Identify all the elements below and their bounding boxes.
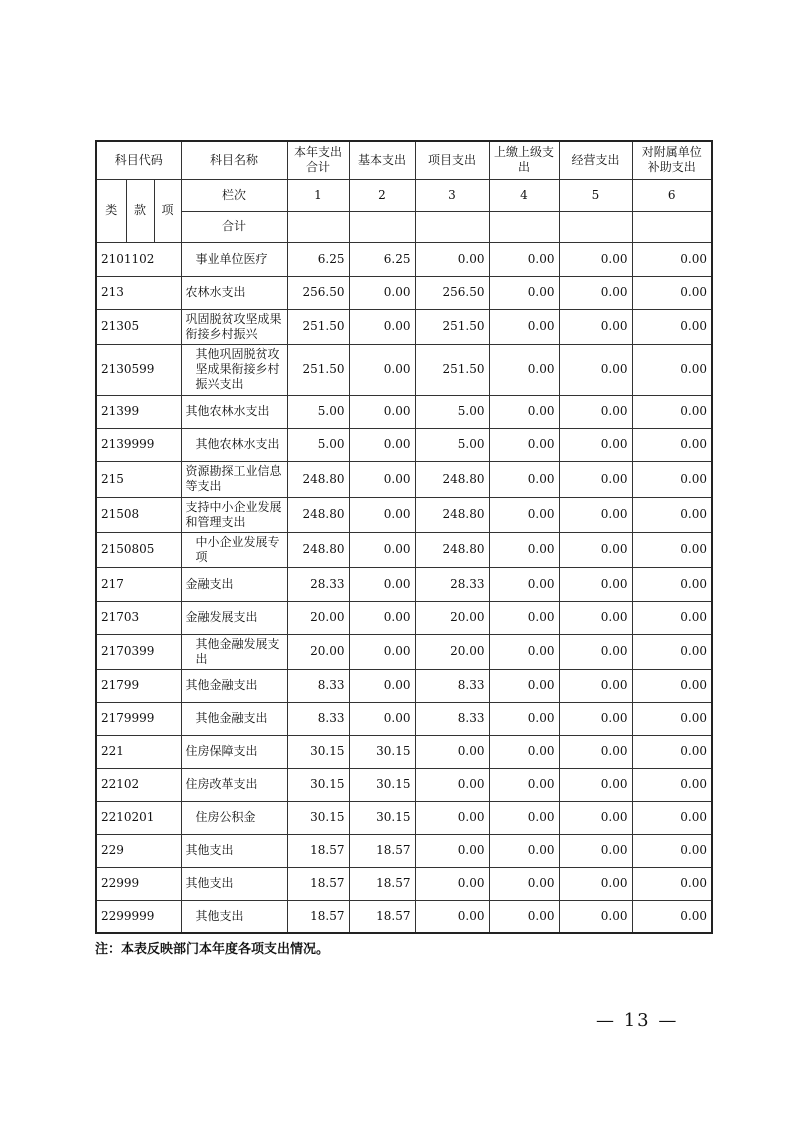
subject-code: 22102 bbox=[96, 768, 181, 801]
operating-value: 0.00 bbox=[559, 497, 632, 532]
basic-value: 0.00 bbox=[349, 497, 415, 532]
table-row bbox=[96, 276, 712, 309]
subject-name: 其他支出 bbox=[181, 834, 287, 867]
project-value: 251.50 bbox=[415, 309, 489, 344]
project-value: 0.00 bbox=[415, 867, 489, 900]
total-value: 30.15 bbox=[287, 735, 349, 768]
header-row bbox=[96, 141, 712, 179]
subject-code: 21508 bbox=[96, 497, 181, 532]
subject-name: 中小企业发展专项 bbox=[181, 532, 287, 567]
project-value: 20.00 bbox=[415, 634, 489, 669]
subject-name: 住房公积金 bbox=[181, 801, 287, 834]
project-value: 20.00 bbox=[415, 601, 489, 634]
total-value: 18.57 bbox=[287, 834, 349, 867]
header-basic: 基本支出 bbox=[349, 141, 415, 179]
total-cell bbox=[349, 211, 415, 242]
subject-code: 2299999 bbox=[96, 900, 181, 933]
subsidiary-value: 0.00 bbox=[632, 344, 712, 395]
table-row bbox=[96, 309, 712, 344]
total-value: 20.00 bbox=[287, 634, 349, 669]
remit-superior-value: 0.00 bbox=[489, 567, 559, 601]
operating-value: 0.00 bbox=[559, 395, 632, 428]
total-value: 5.00 bbox=[287, 395, 349, 428]
header-lei: 类 bbox=[96, 179, 126, 242]
total-value: 248.80 bbox=[287, 461, 349, 497]
total-value: 251.50 bbox=[287, 344, 349, 395]
remit-superior-value: 0.00 bbox=[489, 395, 559, 428]
basic-value: 0.00 bbox=[349, 428, 415, 461]
remit-superior-value: 0.00 bbox=[489, 497, 559, 532]
subject-code: 21703 bbox=[96, 601, 181, 634]
total-value: 18.57 bbox=[287, 900, 349, 933]
total-value: 256.50 bbox=[287, 276, 349, 309]
expenditure-table-container bbox=[95, 140, 711, 934]
subject-code: 213 bbox=[96, 276, 181, 309]
table-row bbox=[96, 735, 712, 768]
subject-code: 2130599 bbox=[96, 344, 181, 395]
remit-superior-value: 0.00 bbox=[489, 428, 559, 461]
operating-value: 0.00 bbox=[559, 276, 632, 309]
subject-code: 2210201 bbox=[96, 801, 181, 834]
project-value: 0.00 bbox=[415, 242, 489, 276]
total-value: 8.33 bbox=[287, 702, 349, 735]
operating-value: 0.00 bbox=[559, 567, 632, 601]
subject-name: 巩固脱贫攻坚成果衔接乡村振兴 bbox=[181, 309, 287, 344]
remit-superior-value: 0.00 bbox=[489, 276, 559, 309]
column-number-row bbox=[96, 179, 712, 211]
column-number-5: 5 bbox=[559, 179, 632, 211]
operating-value: 0.00 bbox=[559, 532, 632, 567]
total-value: 248.80 bbox=[287, 532, 349, 567]
subsidiary-value: 0.00 bbox=[632, 634, 712, 669]
subsidiary-value: 0.00 bbox=[632, 601, 712, 634]
subsidiary-value: 0.00 bbox=[632, 735, 712, 768]
subject-code: 2139999 bbox=[96, 428, 181, 461]
operating-value: 0.00 bbox=[559, 702, 632, 735]
subject-code: 221 bbox=[96, 735, 181, 768]
table-row bbox=[96, 428, 712, 461]
total-value: 20.00 bbox=[287, 601, 349, 634]
operating-value: 0.00 bbox=[559, 428, 632, 461]
subsidiary-value: 0.00 bbox=[632, 567, 712, 601]
project-value: 5.00 bbox=[415, 428, 489, 461]
remit-superior-value: 0.00 bbox=[489, 532, 559, 567]
total-value: 8.33 bbox=[287, 669, 349, 702]
table-row bbox=[96, 532, 712, 567]
operating-value: 0.00 bbox=[559, 601, 632, 634]
subject-name: 事业单位医疗 bbox=[181, 242, 287, 276]
basic-value: 0.00 bbox=[349, 567, 415, 601]
subject-name: 住房保障支出 bbox=[181, 735, 287, 768]
project-value: 0.00 bbox=[415, 900, 489, 933]
remit-superior-value: 0.00 bbox=[489, 900, 559, 933]
total-value: 248.80 bbox=[287, 497, 349, 532]
operating-value: 0.00 bbox=[559, 735, 632, 768]
column-number-4: 4 bbox=[489, 179, 559, 211]
subject-code: 21399 bbox=[96, 395, 181, 428]
subject-name: 其他巩固脱贫攻坚成果衔接乡村振兴支出 bbox=[181, 344, 287, 395]
subject-name: 住房改革支出 bbox=[181, 768, 287, 801]
project-value: 248.80 bbox=[415, 532, 489, 567]
remit-superior-value: 0.00 bbox=[489, 768, 559, 801]
operating-value: 0.00 bbox=[559, 634, 632, 669]
subject-name: 其他支出 bbox=[181, 900, 287, 933]
subsidiary-value: 0.00 bbox=[632, 428, 712, 461]
subject-code: 2170399 bbox=[96, 634, 181, 669]
basic-value: 0.00 bbox=[349, 276, 415, 309]
basic-value: 0.00 bbox=[349, 309, 415, 344]
remit-superior-value: 0.00 bbox=[489, 801, 559, 834]
table-row bbox=[96, 567, 712, 601]
subsidiary-value: 0.00 bbox=[632, 461, 712, 497]
basic-value: 0.00 bbox=[349, 669, 415, 702]
total-value: 18.57 bbox=[287, 867, 349, 900]
table-row bbox=[96, 801, 712, 834]
subject-name: 其他金融支出 bbox=[181, 702, 287, 735]
header-xiang: 项 bbox=[154, 179, 181, 242]
table-row bbox=[96, 634, 712, 669]
subject-code: 217 bbox=[96, 567, 181, 601]
subject-name: 农林水支出 bbox=[181, 276, 287, 309]
remit-superior-value: 0.00 bbox=[489, 834, 559, 867]
total-cell bbox=[287, 211, 349, 242]
subsidiary-value: 0.00 bbox=[632, 900, 712, 933]
table-row bbox=[96, 867, 712, 900]
total-cell bbox=[415, 211, 489, 242]
subject-name: 其他支出 bbox=[181, 867, 287, 900]
operating-value: 0.00 bbox=[559, 768, 632, 801]
operating-value: 0.00 bbox=[559, 801, 632, 834]
basic-value: 30.15 bbox=[349, 801, 415, 834]
operating-value: 0.00 bbox=[559, 242, 632, 276]
subject-code: 21305 bbox=[96, 309, 181, 344]
remit-superior-value: 0.00 bbox=[489, 702, 559, 735]
remit-superior-value: 0.00 bbox=[489, 601, 559, 634]
subsidiary-value: 0.00 bbox=[632, 801, 712, 834]
table-row bbox=[96, 601, 712, 634]
basic-value: 6.25 bbox=[349, 242, 415, 276]
operating-value: 0.00 bbox=[559, 669, 632, 702]
table-note: 注：本表反映部门本年度各项支出情况。 bbox=[95, 942, 330, 957]
subsidiary-value: 0.00 bbox=[632, 242, 712, 276]
remit-superior-value: 0.00 bbox=[489, 344, 559, 395]
column-number-6: 6 bbox=[632, 179, 712, 211]
project-value: 28.33 bbox=[415, 567, 489, 601]
project-value: 256.50 bbox=[415, 276, 489, 309]
table-row bbox=[96, 702, 712, 735]
subject-name: 其他金融支出 bbox=[181, 669, 287, 702]
table-row bbox=[96, 900, 712, 933]
subsidiary-value: 0.00 bbox=[632, 276, 712, 309]
remit-superior-value: 0.00 bbox=[489, 669, 559, 702]
basic-value: 0.00 bbox=[349, 532, 415, 567]
basic-value: 0.00 bbox=[349, 702, 415, 735]
project-value: 8.33 bbox=[415, 702, 489, 735]
operating-value: 0.00 bbox=[559, 900, 632, 933]
project-value: 0.00 bbox=[415, 735, 489, 768]
total-cell bbox=[559, 211, 632, 242]
subject-code: 22999 bbox=[96, 867, 181, 900]
total-value: 5.00 bbox=[287, 428, 349, 461]
page-number: — 13 — bbox=[596, 1010, 679, 1031]
project-value: 248.80 bbox=[415, 461, 489, 497]
subject-code: 2179999 bbox=[96, 702, 181, 735]
table-row bbox=[96, 461, 712, 497]
header-operating: 经营支出 bbox=[559, 141, 632, 179]
subject-code: 215 bbox=[96, 461, 181, 497]
table-row bbox=[96, 242, 712, 276]
operating-value: 0.00 bbox=[559, 344, 632, 395]
basic-value: 30.15 bbox=[349, 735, 415, 768]
subject-name: 其他金融发展支出 bbox=[181, 634, 287, 669]
total-cell bbox=[489, 211, 559, 242]
column-number-1: 1 bbox=[287, 179, 349, 211]
project-value: 5.00 bbox=[415, 395, 489, 428]
column-number-3: 3 bbox=[415, 179, 489, 211]
basic-value: 0.00 bbox=[349, 461, 415, 497]
expenditure-table bbox=[95, 140, 713, 934]
header-total: 本年支出合计 bbox=[287, 141, 349, 179]
basic-value: 30.15 bbox=[349, 768, 415, 801]
subsidiary-value: 0.00 bbox=[632, 768, 712, 801]
total-row bbox=[96, 211, 712, 242]
remit-superior-value: 0.00 bbox=[489, 461, 559, 497]
project-value: 0.00 bbox=[415, 834, 489, 867]
subsidiary-value: 0.00 bbox=[632, 532, 712, 567]
operating-value: 0.00 bbox=[559, 309, 632, 344]
table-row bbox=[96, 497, 712, 532]
remit-superior-value: 0.00 bbox=[489, 735, 559, 768]
subsidiary-value: 0.00 bbox=[632, 867, 712, 900]
basic-value: 0.00 bbox=[349, 634, 415, 669]
table-body bbox=[96, 141, 712, 933]
basic-value: 18.57 bbox=[349, 900, 415, 933]
subject-code: 2150805 bbox=[96, 532, 181, 567]
project-value: 251.50 bbox=[415, 344, 489, 395]
subject-name: 资源勘探工业信息等支出 bbox=[181, 461, 287, 497]
header-project: 项目支出 bbox=[415, 141, 489, 179]
subsidiary-value: 0.00 bbox=[632, 497, 712, 532]
total-value: 251.50 bbox=[287, 309, 349, 344]
subsidiary-value: 0.00 bbox=[632, 669, 712, 702]
subject-code: 2101102 bbox=[96, 242, 181, 276]
table-row bbox=[96, 834, 712, 867]
operating-value: 0.00 bbox=[559, 834, 632, 867]
header-remit-superior: 上缴上级支出 bbox=[489, 141, 559, 179]
operating-value: 0.00 bbox=[559, 867, 632, 900]
header-code: 科目代码 bbox=[96, 141, 181, 179]
basic-value: 18.57 bbox=[349, 834, 415, 867]
total-value: 30.15 bbox=[287, 768, 349, 801]
subject-name: 支持中小企业发展和管理支出 bbox=[181, 497, 287, 532]
subsidiary-value: 0.00 bbox=[632, 395, 712, 428]
header-name: 科目名称 bbox=[181, 141, 287, 179]
basic-value: 0.00 bbox=[349, 344, 415, 395]
operating-value: 0.00 bbox=[559, 461, 632, 497]
project-value: 0.00 bbox=[415, 801, 489, 834]
project-value: 0.00 bbox=[415, 768, 489, 801]
header-lanci: 栏次 bbox=[181, 179, 287, 211]
basic-value: 0.00 bbox=[349, 395, 415, 428]
project-value: 248.80 bbox=[415, 497, 489, 532]
subsidiary-value: 0.00 bbox=[632, 834, 712, 867]
total-value: 6.25 bbox=[287, 242, 349, 276]
table-row bbox=[96, 395, 712, 428]
total-value: 28.33 bbox=[287, 567, 349, 601]
basic-value: 18.57 bbox=[349, 867, 415, 900]
remit-superior-value: 0.00 bbox=[489, 242, 559, 276]
table-row bbox=[96, 669, 712, 702]
subject-code: 229 bbox=[96, 834, 181, 867]
total-label: 合计 bbox=[181, 211, 287, 242]
subsidiary-value: 0.00 bbox=[632, 309, 712, 344]
subject-name: 其他农林水支出 bbox=[181, 428, 287, 461]
header-subsidiary: 对附属单位补助支出 bbox=[632, 141, 712, 179]
subsidiary-value: 0.00 bbox=[632, 702, 712, 735]
subject-code: 21799 bbox=[96, 669, 181, 702]
table-row bbox=[96, 344, 712, 395]
header-kuan: 款 bbox=[126, 179, 154, 242]
total-value: 30.15 bbox=[287, 801, 349, 834]
column-number-2: 2 bbox=[349, 179, 415, 211]
table-row bbox=[96, 768, 712, 801]
project-value: 8.33 bbox=[415, 669, 489, 702]
basic-value: 0.00 bbox=[349, 601, 415, 634]
subject-name: 金融发展支出 bbox=[181, 601, 287, 634]
remit-superior-value: 0.00 bbox=[489, 634, 559, 669]
total-cell bbox=[632, 211, 712, 242]
remit-superior-value: 0.00 bbox=[489, 867, 559, 900]
remit-superior-value: 0.00 bbox=[489, 309, 559, 344]
subject-name: 其他农林水支出 bbox=[181, 395, 287, 428]
subject-name: 金融支出 bbox=[181, 567, 287, 601]
